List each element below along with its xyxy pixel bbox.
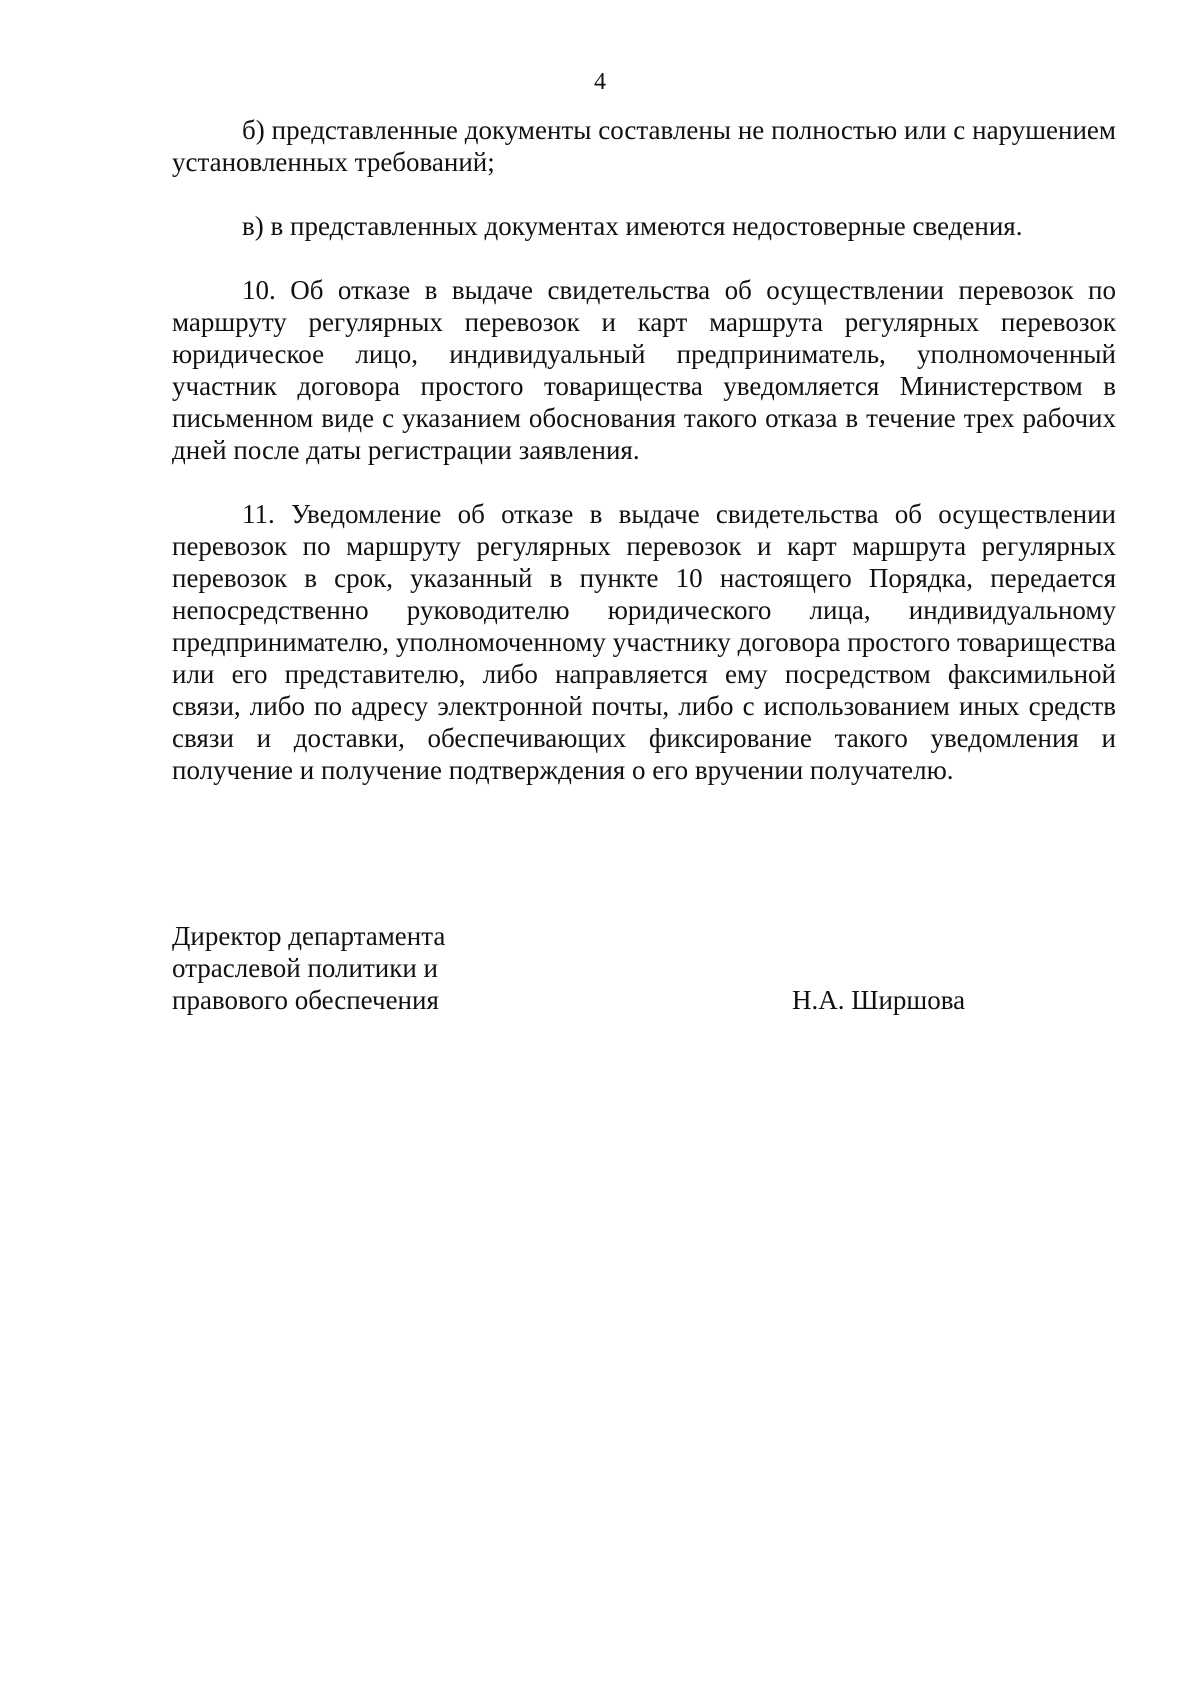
signatory-name: Н.А. Ширшова [792, 985, 966, 1015]
paragraph-v: в) в представленных документах имеются недостоверные сведения. [242, 211, 1023, 241]
signature-block [172, 920, 1116, 1016]
signatory-title-line: отраслевой политики и [172, 953, 438, 983]
signatory-title-line: правового обеспечения [172, 985, 439, 1015]
paragraph-11: 11. Уведомление об отказе в выдаче свидетельства об осуществлении перевозок по маршруту регулярных перевозок и карт маршрута регулярных перевозок в срок, указанный в пункте 10 настоящего Порядка, передается непосредственно руководителю юридического лица, индивидуальному предпринимателю, уполномоченному участнику договора простого товарищества или его представителю, либо направляется ему посредством факсимильной связи, либо по адресу электронной почты, либо с использованием иных средств связи и доставки, обеспечивающих фиксирование такого уведомления и получение и получение подтверждения о его вручении получателю. [172, 499, 1116, 785]
document-body [172, 114, 1116, 786]
paragraph-10: 10. Об отказе в выдаче свидетельства об осуществлении перевозок по маршруту регулярных перевозок и карт маршрута регулярных перевозок юридическое лицо, индивидуальный предприниматель, уполномоченный участник договора простого товарищества уведомляется Министерством в письменном виде с указанием обоснования такого отказа в течение трех рабочих дней после даты регистрации заявления. [172, 275, 1116, 465]
signatory-title [172, 920, 1116, 1016]
page-number: 4 [594, 69, 606, 95]
signatory-title-line: Директор департамента [172, 921, 446, 951]
paragraph-b: б) представленные документы составлены не полностью или с нарушением установленных требований; [172, 115, 1116, 177]
